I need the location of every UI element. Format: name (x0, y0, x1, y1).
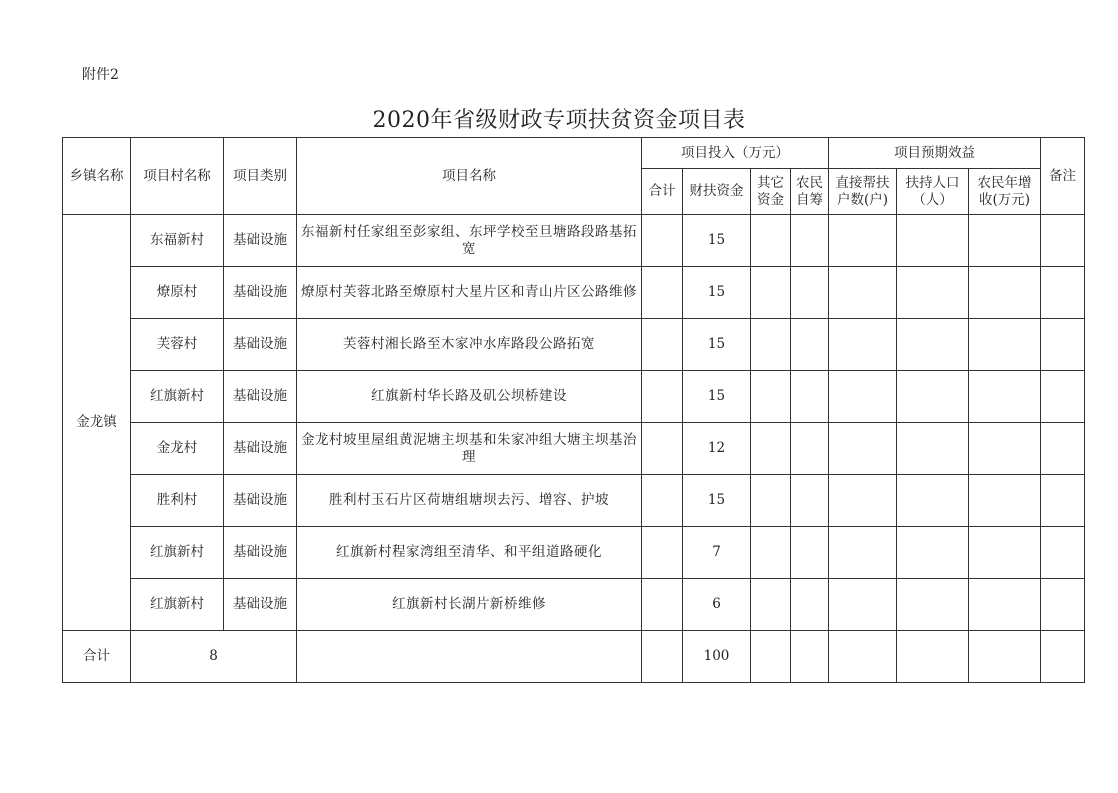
table-row (63, 215, 1085, 267)
total-population-cell (897, 631, 969, 683)
total-remarks-cell (1041, 631, 1085, 683)
table-row (63, 423, 1085, 475)
remarks-cell (1041, 371, 1085, 423)
village-cell: 燎原村 (131, 267, 224, 319)
total-other-fund-cell (751, 631, 791, 683)
project-name-cell: 红旗新村程家湾组至清华、和平组道路硬化 (297, 527, 642, 579)
farmer-self-cell (791, 215, 829, 267)
total-cell (642, 319, 683, 371)
other-fund-cell (751, 215, 791, 267)
category-cell: 基础设施 (224, 267, 297, 319)
other-fund-cell (751, 319, 791, 371)
header-remarks: 备注 (1041, 138, 1085, 215)
fiscal-fund-cell: 15 (683, 371, 751, 423)
project-name-cell: 芙蓉村湘长路至木家冲水库路段公路拓宽 (297, 319, 642, 371)
population-cell (897, 267, 969, 319)
income-cell (969, 319, 1041, 371)
header-benefit-group: 项目预期效益 (829, 138, 1041, 169)
project-name-cell: 红旗新村华长路及矶公坝桥建设 (297, 371, 642, 423)
header-total: 合计 (642, 169, 683, 215)
farmer-self-cell (791, 319, 829, 371)
other-fund-cell (751, 579, 791, 631)
table-row (63, 579, 1085, 631)
income-cell (969, 475, 1041, 527)
header-village: 项目村名称 (131, 138, 224, 215)
fiscal-fund-cell: 15 (683, 319, 751, 371)
farmer-self-cell (791, 423, 829, 475)
total-cell (642, 423, 683, 475)
total-label-cell: 合计 (63, 631, 131, 683)
total-fiscal-cell: 100 (683, 631, 751, 683)
header-other-fund: 其它资金 (751, 169, 791, 215)
header-category: 项目类别 (224, 138, 297, 215)
category-cell: 基础设施 (224, 475, 297, 527)
population-cell (897, 215, 969, 267)
total-cell (642, 579, 683, 631)
total-cell (642, 267, 683, 319)
total-cell (642, 527, 683, 579)
table-row (63, 267, 1085, 319)
category-cell: 基础设施 (224, 527, 297, 579)
village-cell: 胜利村 (131, 475, 224, 527)
total-count-cell: 8 (131, 631, 297, 683)
total-total-cell (642, 631, 683, 683)
category-cell: 基础设施 (224, 215, 297, 267)
total-cell (642, 371, 683, 423)
farmer-self-cell (791, 267, 829, 319)
header-direct-households: 直接帮扶户数(户) (829, 169, 897, 215)
total-households-cell (829, 631, 897, 683)
income-cell (969, 527, 1041, 579)
households-cell (829, 423, 897, 475)
header-income-increase: 农民年增收(万元) (969, 169, 1041, 215)
households-cell (829, 527, 897, 579)
project-name-cell: 东福新村任家组至彭家组、东坪学校至旦塘路段路基拓宽 (297, 215, 642, 267)
category-cell: 基础设施 (224, 579, 297, 631)
total-cell (642, 215, 683, 267)
farmer-self-cell (791, 475, 829, 527)
farmer-self-cell (791, 527, 829, 579)
households-cell (829, 215, 897, 267)
other-fund-cell (751, 475, 791, 527)
category-cell: 基础设施 (224, 371, 297, 423)
income-cell (969, 579, 1041, 631)
fiscal-fund-cell: 7 (683, 527, 751, 579)
table-row (63, 475, 1085, 527)
population-cell (897, 319, 969, 371)
remarks-cell (1041, 527, 1085, 579)
table-row (63, 319, 1085, 371)
remarks-cell (1041, 267, 1085, 319)
remarks-cell (1041, 215, 1085, 267)
other-fund-cell (751, 267, 791, 319)
header-investment-group: 项目投入（万元） (642, 138, 829, 169)
fiscal-fund-cell: 6 (683, 579, 751, 631)
income-cell (969, 215, 1041, 267)
village-cell: 芙蓉村 (131, 319, 224, 371)
remarks-cell (1041, 319, 1085, 371)
fiscal-fund-cell: 12 (683, 423, 751, 475)
village-cell: 金龙村 (131, 423, 224, 475)
income-cell (969, 371, 1041, 423)
header-row-1 (63, 138, 1085, 169)
header-farmer-self: 农民自筹 (791, 169, 829, 215)
fiscal-fund-cell: 15 (683, 475, 751, 527)
other-fund-cell (751, 371, 791, 423)
total-cell (642, 475, 683, 527)
village-cell: 红旗新村 (131, 579, 224, 631)
households-cell (829, 267, 897, 319)
total-income-cell (969, 631, 1041, 683)
income-cell (969, 267, 1041, 319)
households-cell (829, 371, 897, 423)
farmer-self-cell (791, 371, 829, 423)
households-cell (829, 319, 897, 371)
project-name-cell: 胜利村玉石片区荷塘组塘坝去污、增容、护坡 (297, 475, 642, 527)
total-project-cell (297, 631, 642, 683)
village-cell: 红旗新村 (131, 371, 224, 423)
income-cell (969, 423, 1041, 475)
population-cell (897, 579, 969, 631)
remarks-cell (1041, 579, 1085, 631)
farmer-self-cell (791, 579, 829, 631)
households-cell (829, 579, 897, 631)
population-cell (897, 423, 969, 475)
header-fiscal-fund: 财扶资金 (683, 169, 751, 215)
village-cell: 东福新村 (131, 215, 224, 267)
header-township: 乡镇名称 (63, 138, 131, 215)
total-row (63, 631, 1085, 683)
project-name-cell: 红旗新村长湖片新桥维修 (297, 579, 642, 631)
remarks-cell (1041, 423, 1085, 475)
households-cell (829, 475, 897, 527)
project-table (62, 137, 1085, 683)
other-fund-cell (751, 527, 791, 579)
header-project-name: 项目名称 (297, 138, 642, 215)
project-name-cell: 燎原村芙蓉北路至燎原村大星片区和青山片区公路维修 (297, 267, 642, 319)
category-cell: 基础设施 (224, 319, 297, 371)
remarks-cell (1041, 475, 1085, 527)
project-name-cell: 金龙村坡里屋组黄泥塘主坝基和朱家冲组大塘主坝基治理 (297, 423, 642, 475)
township-cell: 金龙镇 (63, 215, 131, 631)
table-row (63, 371, 1085, 423)
village-cell: 红旗新村 (131, 527, 224, 579)
population-cell (897, 371, 969, 423)
population-cell (897, 527, 969, 579)
population-cell (897, 475, 969, 527)
header-supported-population: 扶持人口（人） (897, 169, 969, 215)
other-fund-cell (751, 423, 791, 475)
attachment-label: 附件2 (82, 67, 119, 83)
total-farmer-self-cell (791, 631, 829, 683)
fiscal-fund-cell: 15 (683, 267, 751, 319)
category-cell: 基础设施 (224, 423, 297, 475)
page-title: 2020年省级财政专项扶贫资金项目表 (372, 108, 746, 133)
fiscal-fund-cell: 15 (683, 215, 751, 267)
table-row (63, 527, 1085, 579)
